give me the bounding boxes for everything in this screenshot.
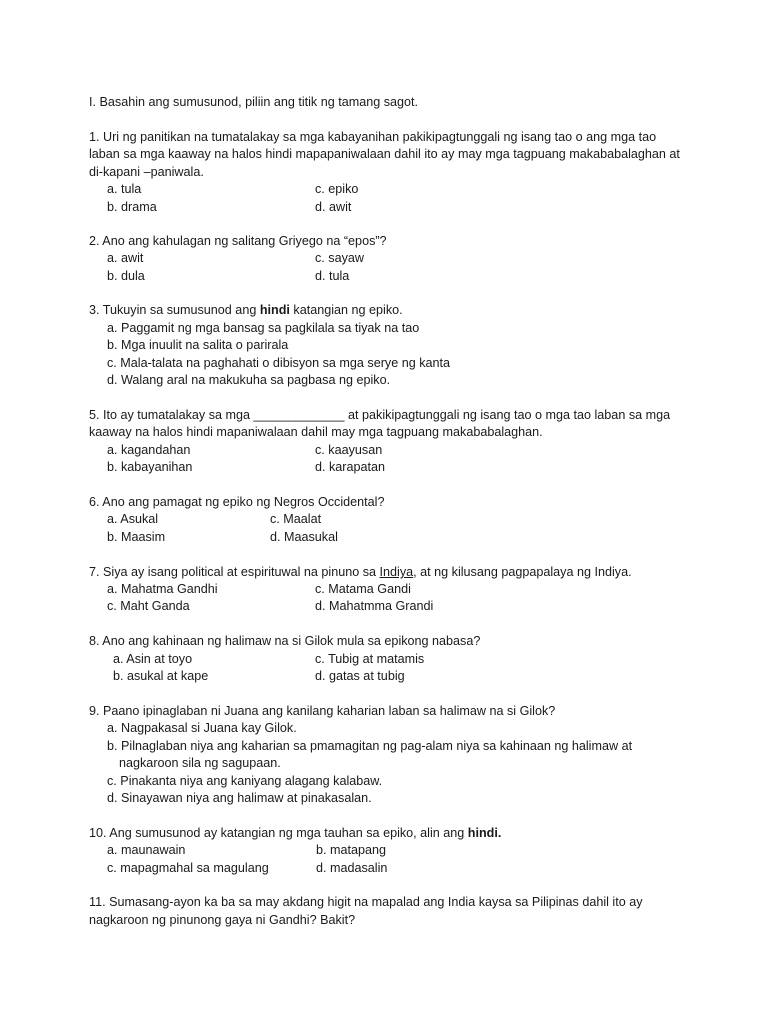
q3-choice-d: d. Walang aral na makukuha sa pagbasa ng epiko. xyxy=(107,373,391,387)
question-2: 2. Ano ang kahulagan ng salitang Griyego na “epos”? xyxy=(89,234,387,248)
q9-choice-a: a. Nagpakasal si Juana kay Gilok. xyxy=(107,721,297,735)
q6-choice-b: b. Maasim xyxy=(107,530,166,544)
q3-choice-c: c. Mala-talata na paghahati o dibisyon sa mga serye ng kanta xyxy=(107,356,451,370)
q8-choice-b: b. asukal at kape xyxy=(113,669,209,683)
q7-choice-a: a. Mahatma Gandhi xyxy=(107,582,218,596)
q7-choice-b: c. Maht Ganda xyxy=(107,599,190,613)
question-11-line-2: nagkaroon ng pinunong gaya ni Gandhi? Bakit? xyxy=(89,913,356,927)
q6-choice-d: d. Maasukal xyxy=(270,530,338,544)
q3-text-end: katangian ng epiko. xyxy=(289,303,403,317)
q1-choice-c: c. epiko xyxy=(315,182,359,196)
q8-choice-a: a. Asin at toyo xyxy=(113,652,193,666)
question-6: 6. Ano ang pamagat ng epiko ng Negros Occidental? xyxy=(89,495,385,509)
q10-choice-a: a. maunawain xyxy=(107,843,186,857)
q7-text-end: , at ng kilusang pagpapalaya ng Indiya. xyxy=(413,565,632,579)
question-9: 9. Paano ipinaglaban ni Juana ang kanilang kaharian laban sa halimaw na si Gilok? xyxy=(89,704,556,718)
q2-choice-c: c. sayaw xyxy=(315,251,364,265)
q10-text-start: 10. Ang sumusunod ay katangian ng mga tauhan sa epiko, alin ang xyxy=(89,826,468,840)
q5-choice-b: b. kabayanihan xyxy=(107,460,193,474)
q9-choice-d: d. Sinayawan niya ang halimaw at pinakasalan. xyxy=(107,791,372,805)
q9-choice-b-line-1: b. Pilnaglaban niya ang kaharian sa pmamagitan ng pag-alam niya sa kahinaan ng halimaw at xyxy=(107,739,633,753)
q1-choice-d: d. awit xyxy=(315,200,352,214)
q6-choice-c: c. Maalat xyxy=(270,512,322,526)
q7-choice-c: c. Matama Gandi xyxy=(315,582,411,596)
q3-bold-word: hindi xyxy=(259,303,290,317)
q2-choice-d: d. tula xyxy=(315,269,350,283)
q10-choice-d: d. madasalin xyxy=(316,861,388,875)
q1-choice-a: a. tula xyxy=(107,182,142,196)
question-7 xyxy=(89,564,632,581)
question-3 xyxy=(89,302,403,319)
q3-choice-a: a. Paggamit ng mga bansag sa pagkilala sa tiyak na tao xyxy=(107,321,420,335)
q5-choice-c: c. kaayusan xyxy=(315,443,383,457)
q7-indiya-link[interactable]: Indiya xyxy=(379,565,414,579)
q10-choice-c: c. mapagmahal sa magulang xyxy=(107,861,269,875)
question-1-line-1: 1. Uri ng panitikan na tumatalakay sa mga kabayanihan pakikipagtunggali ng isang tao o ang mga tao xyxy=(89,130,657,144)
q2-choice-b: b. dula xyxy=(107,269,145,283)
q5-choice-d: d. karapatan xyxy=(315,460,386,474)
q1-choice-b: b. drama xyxy=(107,200,157,214)
instruction-heading: I. Basahin ang sumusunod, piliin ang titik ng tamang sagot. xyxy=(89,95,419,109)
q10-choice-b: b. matapang xyxy=(316,843,387,857)
question-10 xyxy=(89,825,501,842)
q7-text-start: 7. Siya ay isang political at espirituwal na pinuno sa xyxy=(89,565,380,579)
q7-choice-d: d. Mahatmma Grandi xyxy=(315,599,434,613)
q8-choice-d: d. gatas at tubig xyxy=(315,669,405,683)
q9-choice-c: c. Pinakanta niya ang kaniyang alagang kalabaw. xyxy=(107,774,383,788)
question-1-line-2: laban sa mga kaaway na halos hindi mapapaniwalaan dahil ito ay may mga tagpuang makababalaghan at xyxy=(89,147,680,161)
q3-text-start: 3. Tukuyin sa sumusunod ang xyxy=(89,303,260,317)
q10-bold-word: hindi. xyxy=(467,826,502,840)
q8-choice-c: c. Tubig at matamis xyxy=(315,652,425,666)
q5-choice-a: a. kagandahan xyxy=(107,443,191,457)
q6-choice-a: a. Asukal xyxy=(107,512,159,526)
q3-choice-b: b. Mga inuulit na salita o parirala xyxy=(107,338,289,352)
q2-choice-a: a. awit xyxy=(107,251,144,265)
question-5-line-1: 5. Ito ay tumatalakay sa mga _____________ at pakikipagtunggali ng isang tao o mga tao laban sa mga xyxy=(89,408,671,422)
question-11-line-1: 11. Sumasang-ayon ka ba sa may akdang higit na mapalad ang India kaysa sa Pilipinas dahil ito ay xyxy=(89,895,643,909)
q9-choice-b-line-2: nagkaroon sila ng sagupaan. xyxy=(119,756,281,770)
question-5-line-2: kaaway na halos hindi mapaniwalaan dahil may mga tagpuang makababalaghan. xyxy=(89,425,543,439)
question-8: 8. Ano ang kahinaan ng halimaw na si Gilok mula sa epikong nabasa? xyxy=(89,634,481,648)
question-1-line-3: di-kapani –paniwala. xyxy=(89,165,204,179)
